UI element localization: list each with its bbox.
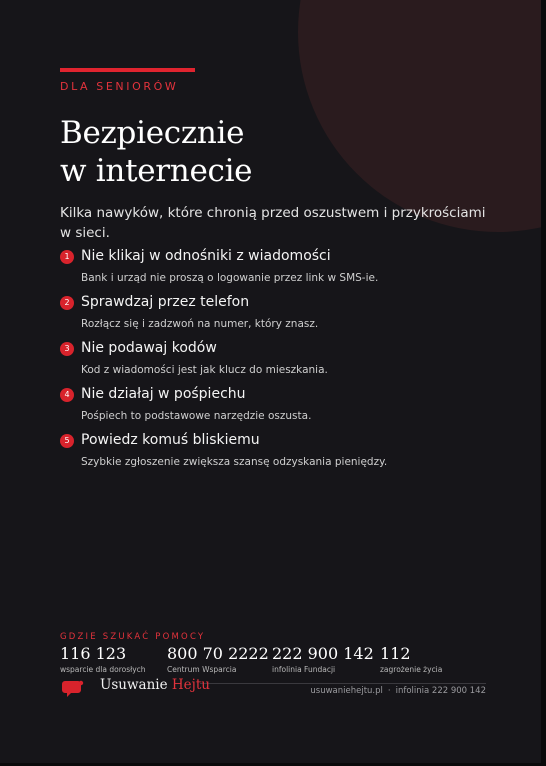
hotline-number: 800 70 2222: [167, 644, 269, 663]
page-edge-right: [541, 0, 546, 766]
title-line-1: Bezpiecznie: [60, 115, 245, 151]
accent-bar: [60, 68, 195, 72]
hotline-description: zagrożenie życia: [380, 665, 443, 674]
hotline-number: 116 123: [60, 644, 127, 663]
brand-logo: [100, 676, 210, 694]
hotline-item: [272, 644, 374, 675]
brand-name: Usuwanie: [100, 677, 168, 693]
tip-description: Bank i urząd nie proszą o logowanie przez link w SMS-ie.: [81, 272, 379, 284]
footer-divider: [200, 683, 486, 684]
tip-description: Szybkie zgłoszenie zwiększa szansę odzyskania pieniędzy.: [81, 456, 388, 468]
lead-paragraph: Kilka nawyków, które chronią przed oszustwem i przykrościami w sieci.: [60, 205, 486, 241]
title-line-2: w internecie: [60, 153, 253, 189]
hotline-number: 112: [380, 644, 411, 663]
tip-number-badge: 3: [60, 342, 74, 356]
hotline-item: [60, 644, 146, 675]
tip-description: Kod z wiadomości jest jak klucz do mieszkania.: [81, 364, 328, 376]
help-section-label: GDZIE SZUKAĆ POMOCY: [60, 632, 206, 642]
tip-title: Nie podawaj kodów: [81, 340, 217, 356]
tip-number-badge: 5: [60, 434, 74, 448]
tip-number-badge: 4: [60, 388, 74, 402]
hotline-description: wsparcie dla dorosłych: [60, 665, 146, 674]
footer-contact: [310, 685, 486, 697]
tip-description: Pośpiech to podstawowe narzędzie oszusta.: [81, 410, 312, 422]
hotline-description: Centrum Wsparcia: [167, 665, 237, 674]
hotline-number: 222 900 142: [272, 644, 374, 663]
decorative-circle: [298, 0, 546, 232]
kicker-label: DLA SENIORÓW: [60, 80, 179, 93]
tip-title: Nie klikaj w odnośniki z wiadomości: [81, 248, 331, 264]
separator: ·: [387, 686, 391, 696]
website-link[interactable]: usuwaniehejtu.pl: [310, 686, 383, 696]
footer-infoline: infolinia 222 900 142: [395, 686, 486, 696]
hotline-description: infolinia Fundacji: [272, 665, 336, 674]
tip-number-badge: 2: [60, 296, 74, 310]
hotline-item: [380, 644, 442, 675]
tip-number-badge: 1: [60, 250, 74, 264]
tip-title: Nie działaj w pośpiechu: [81, 386, 246, 402]
tip-title: Sprawdzaj przez telefon: [81, 294, 250, 310]
speech-bubble-icon: [62, 679, 84, 699]
page-title: [60, 114, 252, 190]
tip-title: Powiedz komuś bliskiemu: [81, 432, 260, 448]
brand-name-accent: Hejtu: [171, 677, 210, 693]
hotline-item: [167, 644, 269, 675]
tip-description: Rozłącz się i zadzwoń na numer, który znasz.: [81, 318, 319, 330]
